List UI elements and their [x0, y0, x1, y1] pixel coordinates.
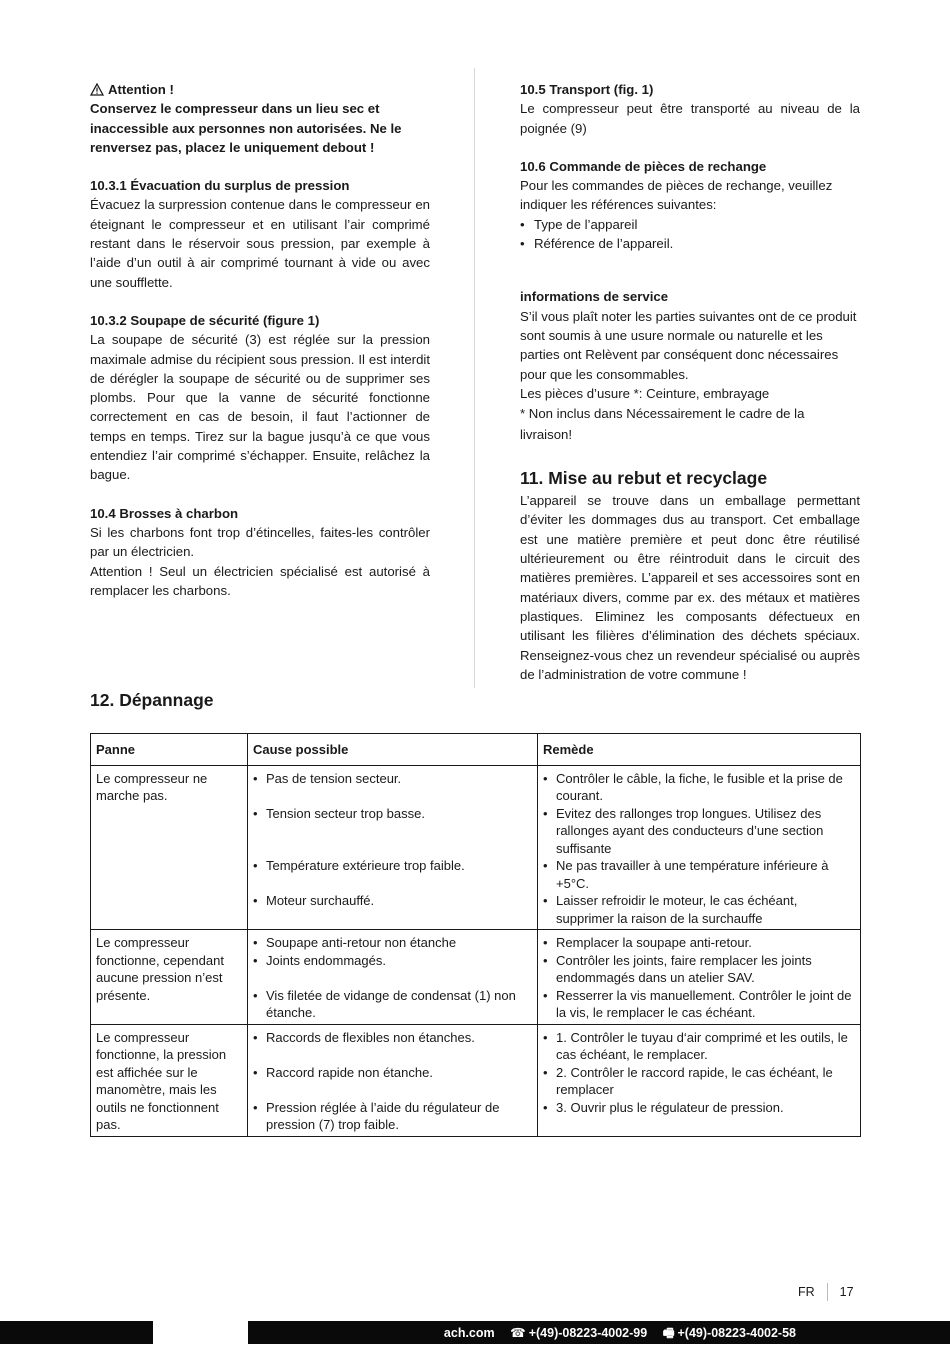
wear-parts-text: Les pièces d’usure *: Ceinture, embrayage — [520, 385, 770, 401]
cause-cell — [248, 765, 538, 930]
section-text: Si les charbons font trop d’étincelles, faites-les contrôler par un électricien. — [90, 524, 430, 560]
warning-block — [90, 80, 430, 157]
section-text: Pour les commandes de pièces de rechange, veuillez indiquer les références suivantes: — [520, 178, 833, 213]
section-text: La soupape de sécurité (3) est réglée sur la pression maximale admise du récipient sous pression. Il est interdit de dérégler la soupape de sécurité ou de supprimer ses plombs. Pour que la vanne de sécurité fonctionne correctement en cas de besoin, il faut l’actionner de temps en temps. Tirez sur la bague jusqu’à ce que vous entendiez l’air comprimé s’échapper. Ensuite, relâchez la bague. — [90, 332, 430, 483]
section-10-5 — [520, 80, 860, 138]
section-text: L’appareil se trouve dans un emballage permettant d’éviter les dommages dus au transport. Cet emballage est une matière première et peut donc être réutilisé ultérieurement ou être réintroduit dans le circuit des matières premières. L’appareil et ses accessoires sont en matériaux divers, comme par ex. des métaux et matières plastiques. Eliminez les composants défectueux en utilisant les filières d’élimination des déchets spéciaux. Renseignez-vous chez un revendeur spécialisé ou auprès de l’administration de votre commune ! — [520, 493, 860, 682]
cause-item: • Raccords de flexibles non étanches. — [253, 1029, 532, 1047]
remedy-item: • 3. Ouvrir plus le régulateur de pression. — [543, 1099, 855, 1117]
table-header-row — [91, 734, 861, 766]
section-title: 10.6 Commande de pièces de rechange — [520, 158, 767, 174]
right-column — [520, 80, 860, 703]
section-text: Évacuez la surpression contenue dans le compresseur en éteignant le compresseur et en utilisant l’air comprimé restant dans le réservoir sous pression, par exemple à l’aide d’un outil à air comprimé tournant à vide ou avec une soufflette. — [90, 197, 430, 290]
remedy-item: • 2. Contrôler le raccord rapide, le cas échéant, le remplacer — [543, 1064, 855, 1099]
section-title: informations de service — [520, 289, 669, 305]
remedy-item: • 1. Contrôler le tuyau d‘air comprimé et les outils, le cas échéant, le remplacer. — [543, 1029, 855, 1064]
cause-item: • Tension secteur trop basse. — [253, 805, 532, 823]
remedy-item: • Ne pas travailler à une température inférieure à +5°C. — [543, 857, 855, 892]
cause-item: • Joints endommagés. — [253, 952, 532, 970]
section-10-3-2 — [90, 311, 430, 485]
cause-item: • Vis filetée de vidange de condensat (1) non étanche. — [253, 987, 532, 1022]
service-info — [520, 287, 860, 445]
section-text: S’il vous plaît noter les parties suivantes ont de ce produit sont soumis à une usure normale ou naturelle et les parties ont Relèvent par conséquent donc nécessaires pour que les consommables. — [520, 308, 857, 382]
remedy-item: • Contrôler les joints, faire remplacer les joints endommagés dans un atelier SAV. — [543, 952, 855, 987]
cause-item: • Raccord rapide non étanche. — [253, 1064, 532, 1082]
section-10-6 — [520, 157, 860, 253]
cause-item: • Moteur surchauffé. — [253, 892, 532, 910]
section-title: 10.5 Transport (fig. 1) — [520, 82, 654, 97]
fax-icon: 🖷 — [662, 1326, 675, 1340]
troubleshooting-table — [90, 733, 861, 1137]
cause-cell — [248, 1024, 538, 1136]
phone-number: +(49)-08223-4002-99 — [528, 1326, 648, 1340]
column-divider — [474, 68, 475, 688]
cause-item: • Température extérieure trop faible. — [253, 857, 532, 875]
list-item: • Référence de l’appareil. — [520, 234, 860, 253]
section-10-4 — [90, 504, 430, 600]
cause-cell — [248, 930, 538, 1025]
website-link[interactable]: ach.com — [443, 1326, 495, 1340]
remedy-item: • Resserrer la vis manuellement. Contrôler le joint de la vis, le remplacer le cas échéant. — [543, 987, 855, 1022]
cause-item: • Soupape anti-retour non étanche — [253, 934, 532, 952]
table-row — [91, 765, 861, 930]
language-code: FR — [798, 1285, 815, 1299]
contact-bar — [0, 1321, 950, 1344]
cause-item: • Pas de tension secteur. — [253, 770, 532, 788]
remedy-cell — [538, 1024, 861, 1136]
column-header: Remède — [538, 734, 861, 766]
page-footer — [798, 1283, 854, 1301]
column-header: Cause possible — [248, 734, 538, 766]
remedy-item: • Remplacer la soupape anti-retour. — [543, 934, 855, 952]
warning-text: Conservez le compresseur dans un lieu sec et inaccessible aux personnes non autorisées. Ne le renversez pas, placez le uniquement debout ! — [90, 101, 402, 155]
warning-triangle-icon — [90, 83, 104, 96]
section-title: 10.4 Brosses à charbon — [90, 505, 239, 521]
fault-cell: Le compresseur fonctionne, cependant aucune pression n’est présente. — [91, 930, 248, 1025]
section-title: 10.3.2 Soupape de sécurité (figure 1) — [90, 312, 320, 328]
section-10-3-1 — [90, 176, 430, 292]
fault-cell: Le compresseur ne marche pas. — [91, 765, 248, 930]
table-row — [91, 930, 861, 1025]
remedy-item: • Contrôler le câble, la fiche, le fusible et la prise de courant. — [543, 770, 855, 805]
warning-title: Attention ! — [108, 82, 174, 97]
cause-item: • Pression réglée à l’aide du régulateur de pression (7) trop faible. — [253, 1099, 532, 1134]
fault-cell: Le compresseur fonctionne, la pression est affichée sur le manomètre, mais les outils ne fonctionnent pas. — [91, 1024, 248, 1136]
contact-info — [444, 1324, 796, 1345]
remedy-item: • Laisser refroidir le moteur, le cas échéant, supprimer la raison de la surchauffe — [543, 892, 855, 927]
remedy-cell — [538, 765, 861, 930]
table-row — [91, 1024, 861, 1136]
left-column — [90, 80, 430, 619]
fax-number: +(49)-08223-4002-58 — [677, 1326, 796, 1340]
delivery-note: * Non inclus dans Nécessairement le cadre de la livraison! — [520, 406, 805, 443]
phone-icon: ☎ — [510, 1326, 526, 1340]
list-item: • Type de l’appareil — [520, 215, 860, 234]
bar-gap — [153, 1321, 248, 1344]
section-11 — [520, 467, 860, 684]
remedy-item: • Evitez des rallonges trop longues. Utilisez des rallonges ayant des conducteurs d’une section suffisante — [543, 805, 855, 858]
section-title: 10.3.1 Évacuation du surplus de pression — [90, 178, 350, 194]
remedy-cell — [538, 930, 861, 1025]
column-header: Panne — [91, 734, 248, 766]
reference-list — [520, 215, 860, 254]
section-title: 11. Mise au rebut et recyclage — [520, 468, 768, 489]
section-text: Le compresseur peut être transporté au niveau de la poignée (9) — [520, 101, 860, 136]
page-number: 17 — [839, 1285, 854, 1299]
section-text: Attention ! Seul un électricien spécialisé est autorisé à remplacer les charbons. — [90, 563, 430, 598]
troubleshooting-title: 12. Dépannage — [90, 690, 214, 710]
